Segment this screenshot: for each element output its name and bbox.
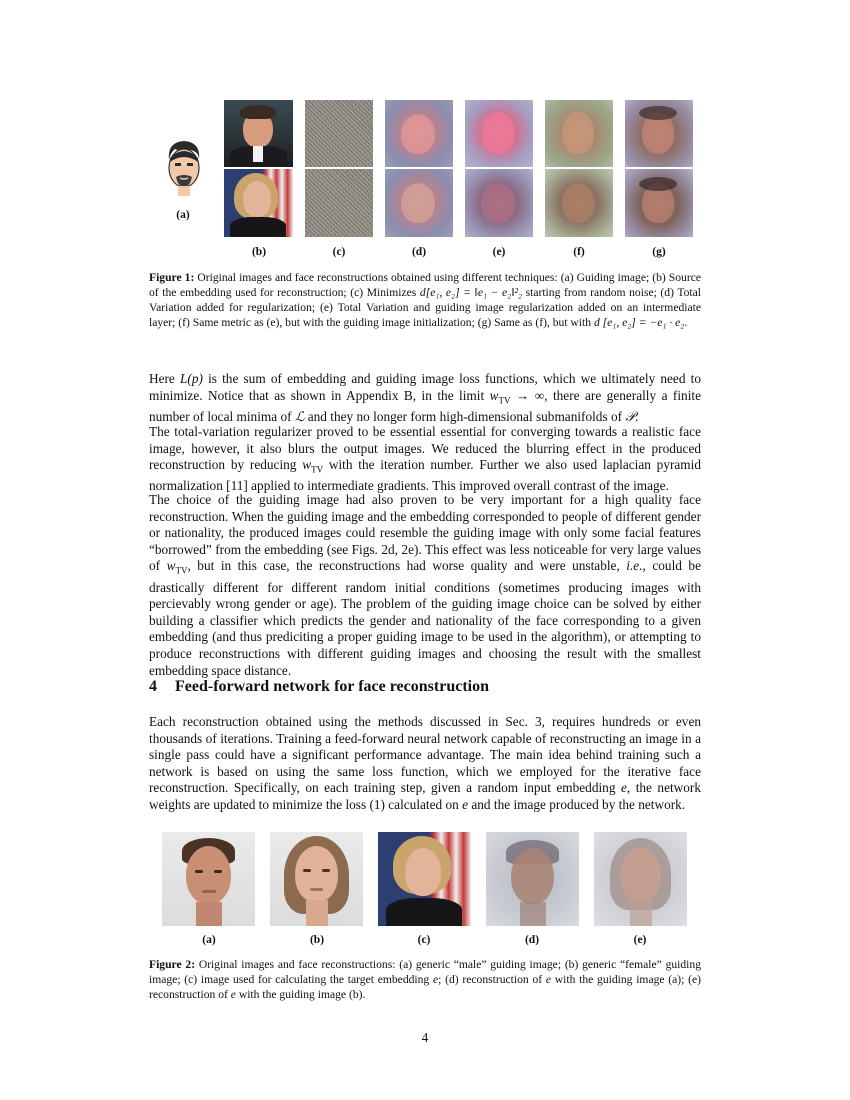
fig2-label-c: (c) — [417, 934, 431, 946]
noise-recon-top — [305, 100, 373, 167]
math-subscript: TV — [311, 464, 324, 475]
tv-recon-bottom — [385, 169, 453, 237]
clinton-photo — [224, 169, 293, 237]
generic-female-face — [270, 832, 363, 926]
text: The total-variation regularizer proved to be essential essential for converging towards a realistic face image, however, it also blurs the output images. We reduced the blurring effect in the produced reconstruction by reducing — [149, 424, 701, 473]
math: w — [302, 457, 312, 473]
text: Here — [149, 371, 180, 386]
figure-1-caption-math: d[e₁, e₂] = ‖e₁ − e₂‖²₂ — [419, 286, 522, 299]
figure-1-caption-label: Figure 1: — [149, 271, 195, 284]
fig1-label-e: (e) — [492, 246, 506, 258]
recon-male-guided — [486, 832, 579, 926]
text: and the image produced by the network. — [468, 796, 686, 812]
section-title: Feed-forward network for face reconstruction — [175, 678, 489, 695]
math-subscript: TV — [498, 395, 511, 406]
paragraph-feed-forward — [149, 714, 701, 814]
section-number: 4 — [149, 678, 157, 695]
figure-2-caption — [149, 957, 701, 1002]
math: 𝒫 — [625, 408, 635, 424]
text: is the sum of embedding and guiding image loss functions, which we ultimately need to minimize. Notice that as shown in Appendix B, in the limit — [149, 371, 701, 403]
math: ℒ — [294, 408, 305, 424]
figure-2-caption-text: Original images and face reconstructions: (a) generic “male” guiding image; (b) generic “female” guiding image; (c) image used for calculating the target embedding — [149, 958, 701, 986]
tv-guided-recon-bottom — [465, 169, 533, 237]
fig1-label-g: (g) — [652, 246, 666, 258]
math: e — [462, 796, 469, 812]
figure-2-caption-label: Figure 2: — [149, 958, 196, 971]
text: , but in this case, the reconstructions had worse quality and were unstable, — [187, 558, 627, 574]
fig1-label-c: (c) — [332, 246, 346, 258]
tv-recon-top — [385, 100, 453, 167]
fig1-label-b: (b) — [251, 246, 267, 258]
figure-2-caption-text: with the guiding image (a); (e) reconstruction of — [149, 973, 701, 1001]
text: Each reconstruction obtained using the methods discussed in Sec. 3, requires hundreds or even thousands of iterations. Training a feed-forward neural network capable of reconstructing an image in a single pass could have a significant performance advantage. The main idea behind training such a network is based on using the same loss function, which we employed for the iterative face reconstruction. Specifically, on each training step, given a random input embedding — [149, 714, 701, 796]
figure-1-caption-text: . — [684, 316, 688, 329]
figure-1-caption — [149, 270, 701, 330]
fig2-label-b: (b) — [309, 934, 325, 946]
guided-init-recon-bottom — [545, 169, 613, 237]
paragraph-guiding-image — [149, 492, 701, 679]
target-clinton-photo — [378, 832, 471, 926]
tv-guided-recon-top — [465, 100, 533, 167]
text: and they no longer form high-dimensional submanifolds of — [304, 408, 626, 424]
text: , there are generally a finite number of local minima of — [149, 387, 701, 424]
math-subscript: TV — [175, 566, 188, 577]
math: L(p) — [180, 371, 203, 386]
fig1-label-a: (a) — [176, 209, 190, 221]
text: . — [634, 408, 639, 424]
fig2-label-a: (a) — [202, 934, 216, 946]
page-number: 4 — [421, 1030, 429, 1045]
text: , could be drastically different for different random initial conditions (sometimes producing images with percievably wrong gender or age). The problem of the guiding image choice can be solved by either building a classifier which predicts the gender and nationality of the face corresponding to a given embedding (and thus prediciting a proper guiding image to be used in the algorithm), or attempting to produce reconstructions with different guiding images and choosing the result with the smallest embedding space distance. — [149, 558, 701, 678]
figure-1-caption-math: d [e₁, e₂] = −e₁ · e₂ — [593, 316, 685, 329]
figure-1-caption-text: Original images and face reconstructions obtained using different techniques: (a) Guiding image; (b) Source of the embedding used for reconstruction; (c) Minimizes — [149, 271, 702, 299]
fig2-label-e: (e) — [633, 934, 647, 946]
generic-male-face — [162, 832, 255, 926]
figure-1 — [0, 0, 850, 329]
math: w — [166, 558, 176, 574]
noise-recon-bottom — [305, 169, 373, 237]
figure-2-caption-math: e — [230, 988, 236, 1001]
math: w — [489, 387, 499, 403]
figure-2-caption-math: e — [432, 973, 439, 986]
text: , the network weights are updated to minimize the loss (1) calculated on — [149, 780, 701, 812]
figure-2-caption-math: e — [545, 973, 552, 986]
dot-product-recon-bottom — [625, 169, 693, 237]
guiding-cartoon-face — [161, 138, 207, 200]
fig1-label-f: (f) — [573, 246, 585, 258]
text-italic: i.e. — [626, 558, 643, 574]
fig2-label-d: (d) — [524, 934, 540, 946]
recon-female-guided — [594, 832, 687, 926]
paragraph-loss — [149, 371, 701, 425]
text: with the iteration number. Further we also used laplacian pyramid normalization [11] applied to intermediate gradients. This improved overall contrast of the image. — [149, 457, 701, 494]
dot-product-recon-top — [625, 100, 693, 167]
figure-1-caption-text: starting from random noise; (d) Total Variation added for regularization; (e) Total Variation and guiding image regularization added on an intermediate layer; (f) Same metric as (e), but with the guiding image initialization; (g) Same as (f), but with — [149, 286, 701, 329]
guided-init-recon-top — [545, 100, 613, 167]
math: e — [620, 780, 627, 796]
math: → ∞ — [510, 387, 545, 403]
text: The choice of the guiding image had also proven to be very important for a high quality face reconstruction. When the guiding image and the embedding corresponded to people of different gender or nationality, the produced images could resemble the guiding image with only some facial features “borrowed” from the embedding (see Figs. 2d, 2e). This effect was less noticeable for very large values of — [149, 492, 701, 574]
figure-2-caption-text: with the guiding image (b). — [235, 988, 366, 1001]
reagan-photo — [224, 100, 293, 167]
fig1-label-d: (d) — [411, 246, 427, 258]
paragraph-tv-regularizer — [149, 424, 701, 495]
figure-2-caption-text: ; (d) reconstruction of — [438, 973, 546, 986]
section-heading — [149, 678, 489, 696]
